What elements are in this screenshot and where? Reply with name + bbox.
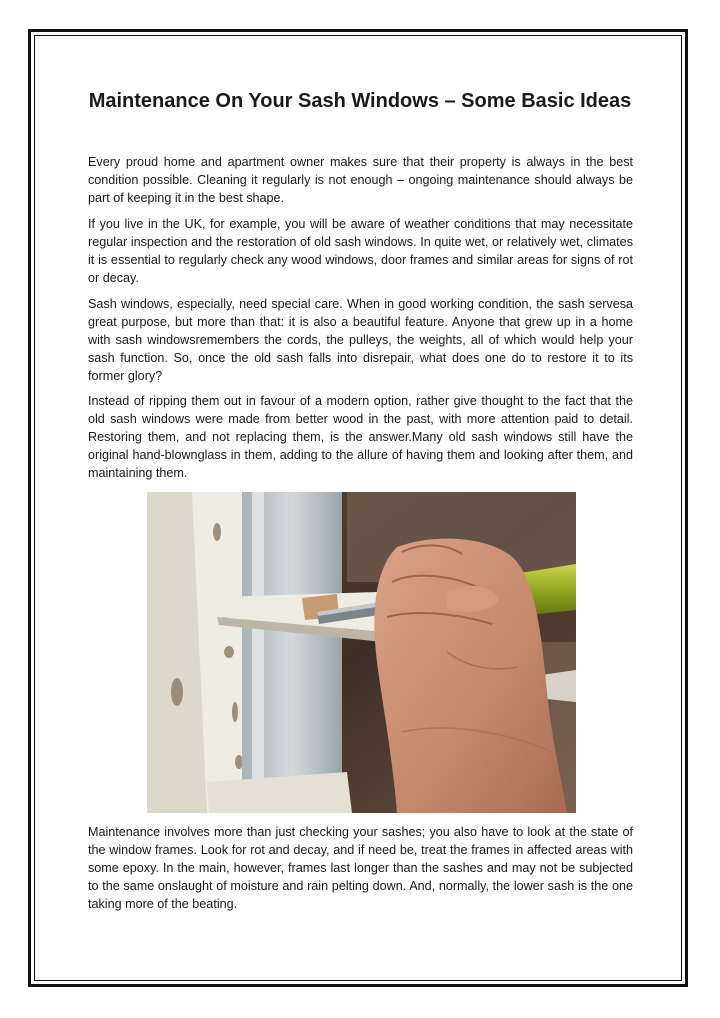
document-title: Maintenance On Your Sash Windows – Some Basic Ideas [88,90,632,112]
paragraph-1: Every proud home and apartment owner makes sure that their property is always in the best condition possible. Cleaning it regularly is not enough – ongoing maintenance should always be part of keeping it in the best shape. [88,155,633,205]
paragraph-5: Maintenance involves more than just checking your sashes; you also have to look at the state of the window frames. Look for rot and decay, and if need be, treat the frames in affected areas with some epoxy. In the main, however, frames last longer than the sashes and may not be subjected to the same onslaught of moisture and rain pelting down. And, normally, the lower sash is the one taking more of the beating. [88,825,633,911]
paragraph-4: Instead of ripping them out in favour of a modern option, rather give thought to the fact that the old sash windows were made from better wood in the past, with more attention paid to detail. Restoring them, and not replacing them, is the answer.Many old sash windows still have the original hand-blownglass in them, adding to the allure of having them and looking after them, and maintaining them. [88,394,633,480]
sash-window-repair-photo [147,492,576,813]
photo-illustration [147,492,576,813]
sash-stile-highlight [252,492,264,813]
paragraph-3: Sash windows, especially, need special care. When in good working condition, the sash servesa great purpose, but more than that: it is also a beautiful feature. Anyone that grew up in a home with sash windowsremembers the cords, the pulleys, the weights, all of which would help your sash function. So, once the old sash falls into disrepair, what does one do to restore it to its former glory? [88,297,633,383]
paragraph-2: If you live in the UK, for example, you will be aware of weather conditions that may necessitate regular inspection and the restoration of old sash windows. In quite wet, or relatively wet, climates it is essential to regularly check any wood windows, door frames and similar areas for signs of rot or decay. [88,217,633,285]
